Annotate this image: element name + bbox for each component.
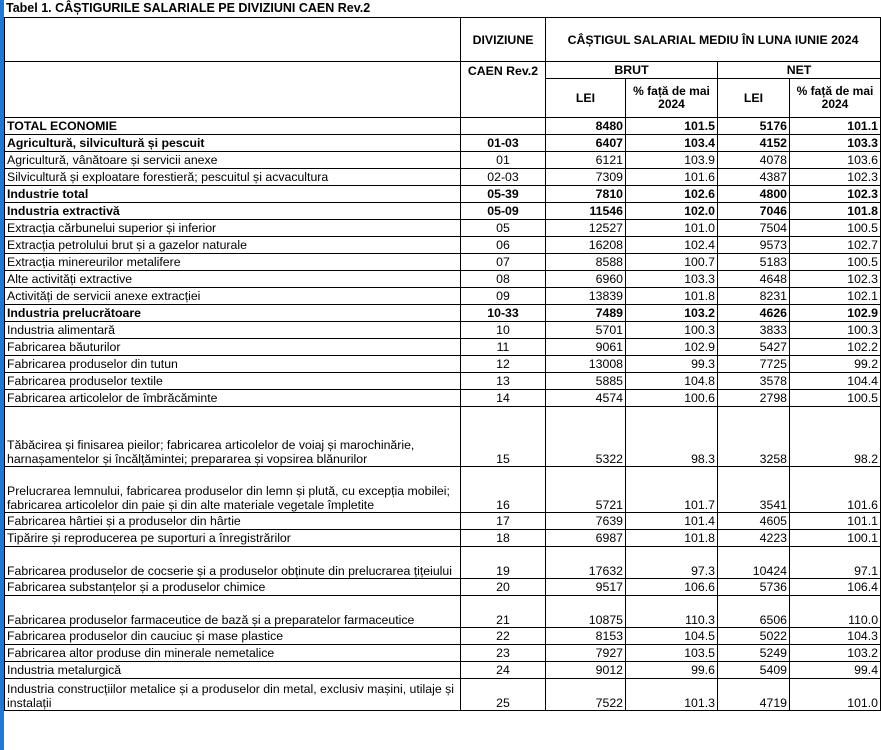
table-row xyxy=(5,220,881,237)
row-net-pct[interactable]: 101.1 xyxy=(790,513,881,530)
row-net-lei[interactable]: 3833 xyxy=(718,322,790,339)
row-brut-pct[interactable]: 101.4 xyxy=(626,513,718,530)
row-name[interactable]: Industrie total xyxy=(5,186,461,203)
row-brut-lei[interactable]: 13839 xyxy=(546,288,626,305)
row-brut-lei[interactable]: 13008 xyxy=(546,356,626,373)
row-name[interactable]: Fabricarea produselor farmaceutice de bază și a preparatelor farmaceutice xyxy=(5,596,461,628)
row-brut-pct[interactable]: 110.3 xyxy=(626,596,718,628)
row-net-pct[interactable]: 110.0 xyxy=(790,596,881,628)
table-row xyxy=(5,596,881,628)
row-brut-lei[interactable]: 4574 xyxy=(546,390,626,407)
row-brut-lei[interactable]: 5721 xyxy=(546,467,626,513)
row-caen-code[interactable]: 09 xyxy=(461,288,546,305)
header-caen: CAEN Rev.2 xyxy=(461,62,546,118)
row-net-pct[interactable]: 102.1 xyxy=(790,288,881,305)
row-caen-code[interactable]: 02-03 xyxy=(461,169,546,186)
row-name[interactable]: Fabricarea produselor de cocserie și a produselor obținute din prelucrarea țițeiului xyxy=(5,547,461,579)
row-brut-pct[interactable]: 101.3 xyxy=(626,679,718,711)
row-net-pct[interactable]: 100.5 xyxy=(790,220,881,237)
row-net-lei[interactable]: 4719 xyxy=(718,679,790,711)
row-net-pct[interactable]: 102.3 xyxy=(790,186,881,203)
row-net-lei[interactable]: 4223 xyxy=(718,530,790,547)
row-net-pct[interactable]: 100.3 xyxy=(790,322,881,339)
row-caen-code[interactable]: 05-09 xyxy=(461,203,546,220)
row-brut-lei[interactable]: 7309 xyxy=(546,169,626,186)
row-brut-pct[interactable]: 97.3 xyxy=(626,547,718,579)
row-name[interactable]: Extracția minereurilor metalifere xyxy=(5,254,461,271)
row-brut-pct[interactable]: 102.0 xyxy=(626,203,718,220)
header-net-lei: LEI xyxy=(718,79,790,118)
header-brut-pct: % față de mai 2024 xyxy=(626,79,718,118)
header-net-pct: % față de mai 2024 xyxy=(790,79,881,118)
row-brut-lei[interactable]: 6121 xyxy=(546,152,626,169)
row-name[interactable]: Prelucrarea lemnului, fabricarea produselor din lemn și plută, cu excepția mobilei; fabricarea articolelor din paie și din alte materiale vegetale împletite xyxy=(5,467,461,513)
spreadsheet-area xyxy=(4,0,881,711)
table-row xyxy=(5,135,881,152)
row-brut-pct[interactable]: 101.6 xyxy=(626,169,718,186)
row-caen-code[interactable]: 01 xyxy=(461,152,546,169)
row-name[interactable]: Industria prelucrătoare xyxy=(5,305,461,322)
row-net-lei[interactable]: 7504 xyxy=(718,220,790,237)
row-caen-code[interactable]: 01-03 xyxy=(461,135,546,152)
header-brut-lei: LEI xyxy=(546,79,626,118)
row-net-pct[interactable]: 100.5 xyxy=(790,254,881,271)
header-diviziune: DIVIZIUNE xyxy=(461,18,546,62)
row-brut-pct[interactable]: 103.5 xyxy=(626,645,718,662)
row-caen-code[interactable]: 06 xyxy=(461,237,546,254)
table-row xyxy=(5,152,881,169)
row-net-lei[interactable]: 5736 xyxy=(718,579,790,596)
row-name[interactable]: TOTAL ECONOMIE xyxy=(5,118,461,135)
row-caen-code[interactable]: 11 xyxy=(461,339,546,356)
row-caen-code[interactable] xyxy=(461,118,546,135)
row-brut-pct[interactable]: 100.3 xyxy=(626,322,718,339)
table-row xyxy=(5,373,881,390)
table-row xyxy=(5,186,881,203)
table-row xyxy=(5,288,881,305)
table-row xyxy=(5,237,881,254)
row-net-lei[interactable]: 6506 xyxy=(718,596,790,628)
row-brut-lei[interactable]: 7489 xyxy=(546,305,626,322)
row-caen-code[interactable]: 12 xyxy=(461,356,546,373)
row-brut-pct[interactable]: 103.9 xyxy=(626,152,718,169)
table-row xyxy=(5,305,881,322)
row-name[interactable]: Fabricarea altor produse din minerale nemetalice xyxy=(5,645,461,662)
row-name[interactable]: Tipărire și reproducerea pe suporturi a înregistrărilor xyxy=(5,530,461,547)
row-brut-lei[interactable]: 7810 xyxy=(546,186,626,203)
row-name[interactable]: Activități de servicii anexe extracției xyxy=(5,288,461,305)
row-net-pct[interactable]: 103.3 xyxy=(790,135,881,152)
row-brut-lei[interactable]: 7522 xyxy=(546,679,626,711)
header-blank-bottom xyxy=(5,62,461,118)
row-name[interactable]: Industria construcțiilor metalice și a produselor din metal, exclusiv mașini, utilaje și instalații xyxy=(5,679,461,711)
row-net-lei[interactable]: 4648 xyxy=(718,271,790,288)
row-brut-pct[interactable]: 101.5 xyxy=(626,118,718,135)
row-net-pct[interactable]: 101.8 xyxy=(790,203,881,220)
table-row xyxy=(5,547,881,579)
row-name[interactable]: Fabricarea produselor din cauciuc și mase plastice xyxy=(5,628,461,645)
row-net-lei[interactable]: 5183 xyxy=(718,254,790,271)
row-net-lei[interactable]: 10424 xyxy=(718,547,790,579)
row-net-lei[interactable]: 2798 xyxy=(718,390,790,407)
row-name[interactable]: Silvicultură și exploatare forestieră; pescuitul și acvacultura xyxy=(5,169,461,186)
row-brut-lei[interactable]: 16208 xyxy=(546,237,626,254)
row-brut-lei[interactable]: 5701 xyxy=(546,322,626,339)
row-caen-code[interactable]: 20 xyxy=(461,579,546,596)
table-row xyxy=(5,679,881,711)
row-brut-lei[interactable]: 12527 xyxy=(546,220,626,237)
row-brut-pct[interactable]: 101.8 xyxy=(626,288,718,305)
row-net-lei[interactable]: 4387 xyxy=(718,169,790,186)
row-net-lei[interactable]: 4626 xyxy=(718,305,790,322)
row-brut-lei[interactable]: 11546 xyxy=(546,203,626,220)
row-net-pct[interactable]: 97.1 xyxy=(790,547,881,579)
row-name[interactable]: Industria extractivă xyxy=(5,203,461,220)
row-net-pct[interactable]: 104.3 xyxy=(790,628,881,645)
row-net-pct[interactable]: 102.2 xyxy=(790,339,881,356)
row-brut-lei[interactable]: 7639 xyxy=(546,513,626,530)
row-brut-pct[interactable]: 103.3 xyxy=(626,271,718,288)
row-brut-pct[interactable]: 103.2 xyxy=(626,305,718,322)
row-net-pct[interactable]: 101.1 xyxy=(790,118,881,135)
row-brut-pct[interactable]: 104.5 xyxy=(626,628,718,645)
row-name[interactable]: Agricultură, vânătoare și servicii anexe xyxy=(5,152,461,169)
row-net-pct[interactable]: 99.2 xyxy=(790,356,881,373)
row-name[interactable]: Extracția cărbunelui superior și inferior xyxy=(5,220,461,237)
table-row xyxy=(5,254,881,271)
row-brut-lei[interactable]: 8480 xyxy=(546,118,626,135)
row-brut-pct[interactable]: 100.6 xyxy=(626,390,718,407)
row-brut-pct[interactable]: 98.3 xyxy=(626,407,718,467)
row-net-lei[interactable]: 5176 xyxy=(718,118,790,135)
row-brut-pct[interactable]: 102.6 xyxy=(626,186,718,203)
row-brut-pct[interactable]: 102.4 xyxy=(626,237,718,254)
table-row xyxy=(5,203,881,220)
row-caen-code[interactable]: 22 xyxy=(461,628,546,645)
row-name[interactable]: Fabricarea produselor din tutun xyxy=(5,356,461,373)
row-name[interactable]: Alte activități extractive xyxy=(5,271,461,288)
table-row xyxy=(5,579,881,596)
row-caen-code[interactable]: 17 xyxy=(461,513,546,530)
row-brut-pct[interactable]: 103.4 xyxy=(626,135,718,152)
table-row xyxy=(5,169,881,186)
table-row xyxy=(5,645,881,662)
row-net-lei[interactable]: 4078 xyxy=(718,152,790,169)
table-title: Tabel 1. CÂȘTIGURILE SALARIALE PE DIVIZIUNI CAEN Rev.2 xyxy=(6,1,371,15)
row-caen-code[interactable]: 13 xyxy=(461,373,546,390)
row-brut-lei[interactable]: 6987 xyxy=(546,530,626,547)
row-caen-code[interactable]: 24 xyxy=(461,662,546,679)
row-caen-code[interactable]: 16 xyxy=(461,467,546,513)
row-brut-pct[interactable]: 100.7 xyxy=(626,254,718,271)
row-caen-code[interactable]: 05-39 xyxy=(461,186,546,203)
row-brut-lei[interactable]: 6407 xyxy=(546,135,626,152)
row-net-lei[interactable]: 9573 xyxy=(718,237,790,254)
table-row xyxy=(5,390,881,407)
salary-table xyxy=(4,17,881,711)
row-brut-lei[interactable]: 6960 xyxy=(546,271,626,288)
header-castig: CÂȘTIGUL SALARIAL MEDIU ÎN LUNA IUNIE 2024 xyxy=(546,18,881,62)
row-net-lei[interactable]: 5427 xyxy=(718,339,790,356)
table-row xyxy=(5,356,881,373)
row-net-pct[interactable]: 102.9 xyxy=(790,305,881,322)
header-net: NET xyxy=(718,62,881,79)
row-caen-code[interactable]: 23 xyxy=(461,645,546,662)
row-net-pct[interactable]: 101.6 xyxy=(790,467,881,513)
row-caen-code[interactable]: 05 xyxy=(461,220,546,237)
row-brut-lei[interactable]: 9517 xyxy=(546,579,626,596)
table-row xyxy=(5,339,881,356)
header-brut: BRUT xyxy=(546,62,718,79)
row-brut-lei[interactable]: 8153 xyxy=(546,628,626,645)
row-brut-pct[interactable]: 101.7 xyxy=(626,467,718,513)
row-brut-pct[interactable]: 102.9 xyxy=(626,339,718,356)
row-net-lei[interactable]: 5409 xyxy=(718,662,790,679)
row-caen-code[interactable]: 14 xyxy=(461,390,546,407)
row-brut-lei[interactable]: 17632 xyxy=(546,547,626,579)
row-name[interactable]: Extracția petrolului brut și a gazelor naturale xyxy=(5,237,461,254)
row-net-pct[interactable]: 104.4 xyxy=(790,373,881,390)
row-caen-code[interactable]: 18 xyxy=(461,530,546,547)
row-caen-code[interactable]: 25 xyxy=(461,679,546,711)
table-row xyxy=(5,628,881,645)
row-name[interactable]: Fabricarea substanțelor și a produselor chimice xyxy=(5,579,461,596)
row-name[interactable]: Fabricarea produselor textile xyxy=(5,373,461,390)
row-caen-code[interactable]: 10 xyxy=(461,322,546,339)
row-net-lei[interactable]: 5022 xyxy=(718,628,790,645)
row-caen-code[interactable]: 19 xyxy=(461,547,546,579)
row-brut-pct[interactable]: 99.3 xyxy=(626,356,718,373)
row-net-lei[interactable]: 4605 xyxy=(718,513,790,530)
table-row xyxy=(5,662,881,679)
row-name[interactable]: Fabricarea articolelor de îmbrăcăminte xyxy=(5,390,461,407)
row-caen-code[interactable]: 21 xyxy=(461,596,546,628)
header-blank-top xyxy=(5,18,461,62)
row-brut-lei[interactable]: 9012 xyxy=(546,662,626,679)
row-caen-code[interactable]: 08 xyxy=(461,271,546,288)
table-row xyxy=(5,407,881,467)
row-net-pct[interactable]: 100.5 xyxy=(790,390,881,407)
row-net-pct[interactable]: 106.4 xyxy=(790,579,881,596)
row-net-lei[interactable]: 4152 xyxy=(718,135,790,152)
row-net-lei[interactable]: 3541 xyxy=(718,467,790,513)
row-net-pct[interactable]: 102.3 xyxy=(790,169,881,186)
row-brut-pct[interactable]: 104.8 xyxy=(626,373,718,390)
table-row xyxy=(5,322,881,339)
table-row xyxy=(5,530,881,547)
row-net-lei[interactable]: 7725 xyxy=(718,356,790,373)
row-brut-lei[interactable]: 7927 xyxy=(546,645,626,662)
row-net-lei[interactable]: 8231 xyxy=(718,288,790,305)
table-row xyxy=(5,118,881,135)
row-name[interactable]: Agricultură, silvicultură și pescuit xyxy=(5,135,461,152)
table-body xyxy=(5,118,881,711)
row-net-pct[interactable]: 102.3 xyxy=(790,271,881,288)
row-net-lei[interactable]: 7046 xyxy=(718,203,790,220)
row-brut-lei[interactable]: 9061 xyxy=(546,339,626,356)
row-net-pct[interactable]: 102.7 xyxy=(790,237,881,254)
row-net-pct[interactable]: 98.2 xyxy=(790,407,881,467)
row-net-pct[interactable]: 103.2 xyxy=(790,645,881,662)
row-caen-code[interactable]: 07 xyxy=(461,254,546,271)
row-caen-code[interactable]: 15 xyxy=(461,407,546,467)
row-net-lei[interactable]: 4800 xyxy=(718,186,790,203)
row-net-lei[interactable]: 3258 xyxy=(718,407,790,467)
row-name[interactable]: Industria metalurgică xyxy=(5,662,461,679)
row-brut-pct[interactable]: 101.0 xyxy=(626,220,718,237)
row-name[interactable]: Tăbăcirea și finisarea pieilor; fabricarea articolelor de voiaj și marochinărie, harnașamentelor și încălțămintei; prepararea și vopsirea blănurilor xyxy=(5,407,461,467)
row-brut-pct[interactable]: 106.6 xyxy=(626,579,718,596)
row-brut-lei[interactable]: 8588 xyxy=(546,254,626,271)
table-row xyxy=(5,513,881,530)
table-row xyxy=(5,467,881,513)
row-net-pct[interactable]: 99.4 xyxy=(790,662,881,679)
row-brut-lei[interactable]: 10875 xyxy=(546,596,626,628)
row-net-lei[interactable]: 3578 xyxy=(718,373,790,390)
table-row xyxy=(5,271,881,288)
row-net-pct[interactable]: 103.6 xyxy=(790,152,881,169)
row-name[interactable]: Fabricarea hârtiei și a produselor din hârtie xyxy=(5,513,461,530)
row-net-lei[interactable]: 5249 xyxy=(718,645,790,662)
row-brut-pct[interactable]: 99.6 xyxy=(626,662,718,679)
row-brut-lei[interactable]: 5322 xyxy=(546,407,626,467)
row-name[interactable]: Fabricarea băuturilor xyxy=(5,339,461,356)
row-net-pct[interactable]: 101.0 xyxy=(790,679,881,711)
row-brut-pct[interactable]: 101.8 xyxy=(626,530,718,547)
row-brut-lei[interactable]: 5885 xyxy=(546,373,626,390)
row-net-pct[interactable]: 100.1 xyxy=(790,530,881,547)
row-caen-code[interactable]: 10-33 xyxy=(461,305,546,322)
row-name[interactable]: Industria alimentară xyxy=(5,322,461,339)
